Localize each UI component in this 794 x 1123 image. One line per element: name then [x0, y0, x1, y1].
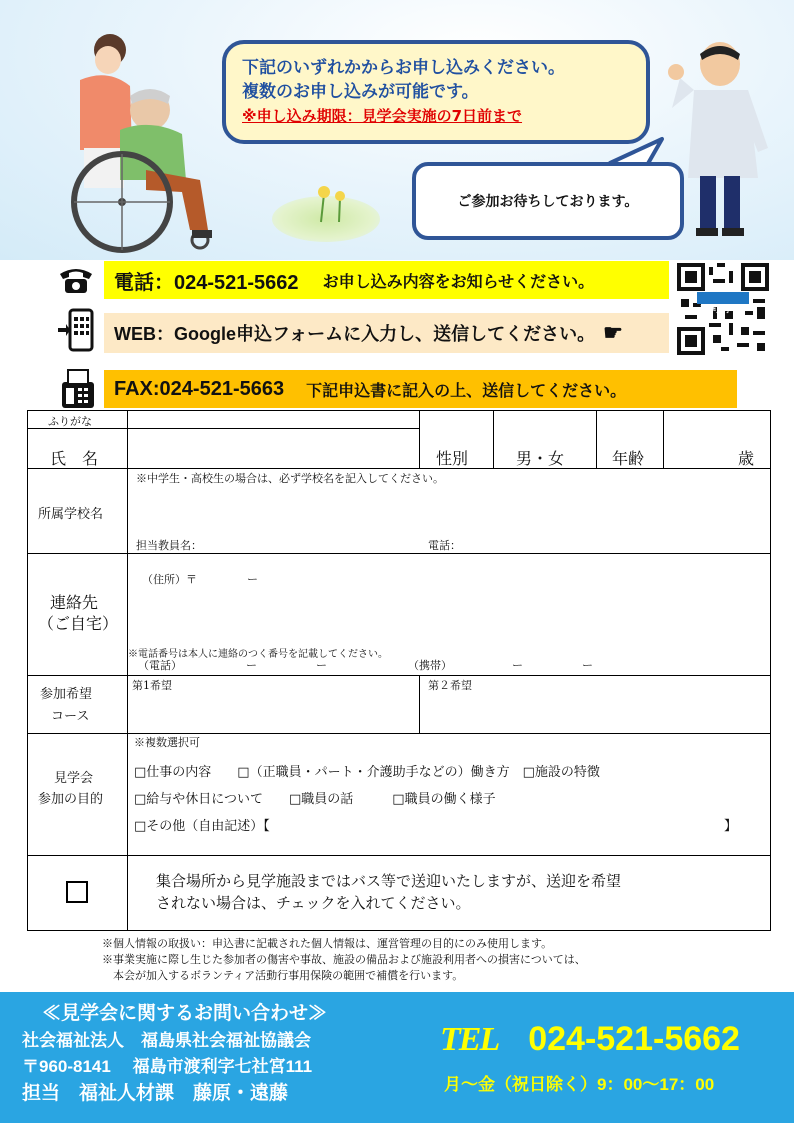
gender-options[interactable]: 男・女	[516, 449, 565, 468]
row-divider	[27, 553, 771, 554]
course-label-2: コース	[51, 709, 90, 724]
tel-number: 024-521-5662	[528, 1020, 740, 1058]
privacy-notes	[102, 936, 586, 984]
telephone-icon	[56, 264, 96, 296]
note-line-3: 本会が加入するボランティア活動行事用保険の範囲で補償を行います。	[102, 969, 464, 982]
row-divider	[27, 855, 771, 856]
qr-caption: 夏季見学会	[700, 305, 740, 314]
phone-sub-label: お申し込み内容をお知らせください。	[322, 273, 595, 291]
welcome-bubble	[412, 162, 684, 240]
label-column-divider	[127, 410, 128, 931]
first-choice-label: 第1希望	[132, 679, 172, 692]
footer-address: 〒960-8141 福島市渡利字七社宮111	[22, 1057, 313, 1076]
smartphone-icon	[56, 308, 96, 352]
name-divider	[419, 410, 420, 468]
bus-opt-out-checkbox[interactable]	[66, 881, 88, 903]
phone-label: 電話：024-521-5662	[114, 271, 299, 294]
mobile-label: （携帯）	[408, 659, 452, 672]
bubble-line-2: 複数のお申し込みが可能です。	[242, 82, 479, 102]
age-label: 年齢	[612, 449, 645, 468]
caregiver-wheelchair-illustration	[50, 30, 240, 255]
bubble-line-1: 下記のいずれかからお申し込みください。	[242, 58, 565, 78]
footer-staff: 担当 福祉人材課 藤原・遠藤	[22, 1083, 289, 1104]
row-divider	[27, 675, 771, 676]
course-label-1: 参加希望	[40, 687, 93, 702]
web-label: WEB：Google申込フォームに入力し、送信してください。	[114, 324, 596, 344]
footer-tel[interactable]	[440, 1020, 740, 1059]
welcome-text: ご参加お待ちしております。	[457, 194, 639, 210]
second-choice-label: 第２希望	[428, 679, 472, 692]
purpose-label-1: 見学会	[54, 771, 94, 786]
multi-select-note: ※複数選択可	[134, 736, 200, 749]
phone-band	[104, 261, 669, 299]
deadline-text: ※申し込み期限：見学会実施の7日前まで	[242, 107, 523, 125]
bus-text-line-1: 集合場所から見学施設まではバス等で送迎いたしますが、送迎を希望	[156, 872, 622, 890]
tel-word: TEL	[440, 1021, 499, 1058]
school-phone-label: 電話：	[428, 539, 461, 552]
mobile-dash-1: ー	[512, 659, 523, 672]
web-band[interactable]	[104, 313, 669, 353]
mobile-dash-2: ー	[582, 659, 593, 672]
purpose-label-2: 参加の目的	[38, 792, 104, 807]
home-phone-dash-1: ー	[246, 659, 257, 672]
pointing-hand-icon: ☛	[603, 320, 623, 345]
footer-org: 社会福祉法人 福島県社会福祉協議会	[22, 1031, 311, 1050]
inquiry-footer	[0, 992, 794, 1123]
footer-title: ≪見学会に関するお問い合わせ≫	[42, 1003, 328, 1024]
purpose-options-row-2[interactable]: □給与や休日について □職員の話 □職員の働く様子	[134, 792, 496, 807]
furigana-label: ふりがな	[48, 415, 92, 428]
school-label: 所属学校名	[38, 507, 104, 522]
home-phone-label: （電話）	[138, 659, 182, 672]
fax-band	[104, 370, 737, 408]
age-divider	[663, 410, 664, 468]
note-line-1: ※個人情報の取扱い：申込書に記載された個人情報は、運営管理の目的にのみ使用します。	[102, 937, 553, 950]
purpose-other-close: 】	[724, 819, 738, 834]
fax-icon	[58, 368, 98, 410]
gender-options-divider	[596, 410, 597, 468]
teacher-label: 担当教員名：	[136, 539, 202, 552]
home-phone-dash-2: ー	[316, 659, 327, 672]
office-hours: 月～金（祝日除く）9：00～17：00	[444, 1075, 715, 1094]
bus-text-line-2: されない場合は、チェックを入れてください。	[156, 894, 471, 912]
school-note: ※中学生・高校生の場合は、必ず学校名を記入してください。	[136, 472, 444, 485]
postal-dash: ー	[247, 573, 258, 586]
gender-divider	[493, 410, 494, 468]
name-field[interactable]	[129, 430, 417, 466]
contact-label-1: 連絡先	[50, 593, 99, 612]
contact-label-2: （ご自宅）	[38, 614, 119, 633]
purpose-other-open[interactable]: □その他（自由記述）【	[134, 819, 270, 834]
address-label: （住所）〒	[142, 573, 197, 586]
course-divider	[419, 675, 420, 733]
age-unit: 歳	[738, 449, 755, 468]
gender-label: 性別	[436, 449, 469, 468]
note-line-2: ※事業実施に際し生じた参加者の傷害や事故、施設の備品および施設利用者への損害については、	[102, 953, 586, 966]
application-instructions-bubble	[222, 40, 650, 144]
flowers-illustration	[306, 182, 356, 224]
fax-label: FAX:024-521-5663	[114, 377, 285, 400]
purpose-options-row-1[interactable]: □仕事の内容 □（正職員・パート・介護助手などの）働き方 □施設の特徴	[134, 765, 600, 780]
phone-note: ※電話番号は本人に連絡のつく番号を記載してください。	[128, 649, 388, 660]
fax-sub-label: 下記申込書に記入の上、送信してください。	[306, 382, 627, 400]
row-divider	[27, 468, 771, 469]
name-label: 氏 名	[50, 449, 99, 468]
